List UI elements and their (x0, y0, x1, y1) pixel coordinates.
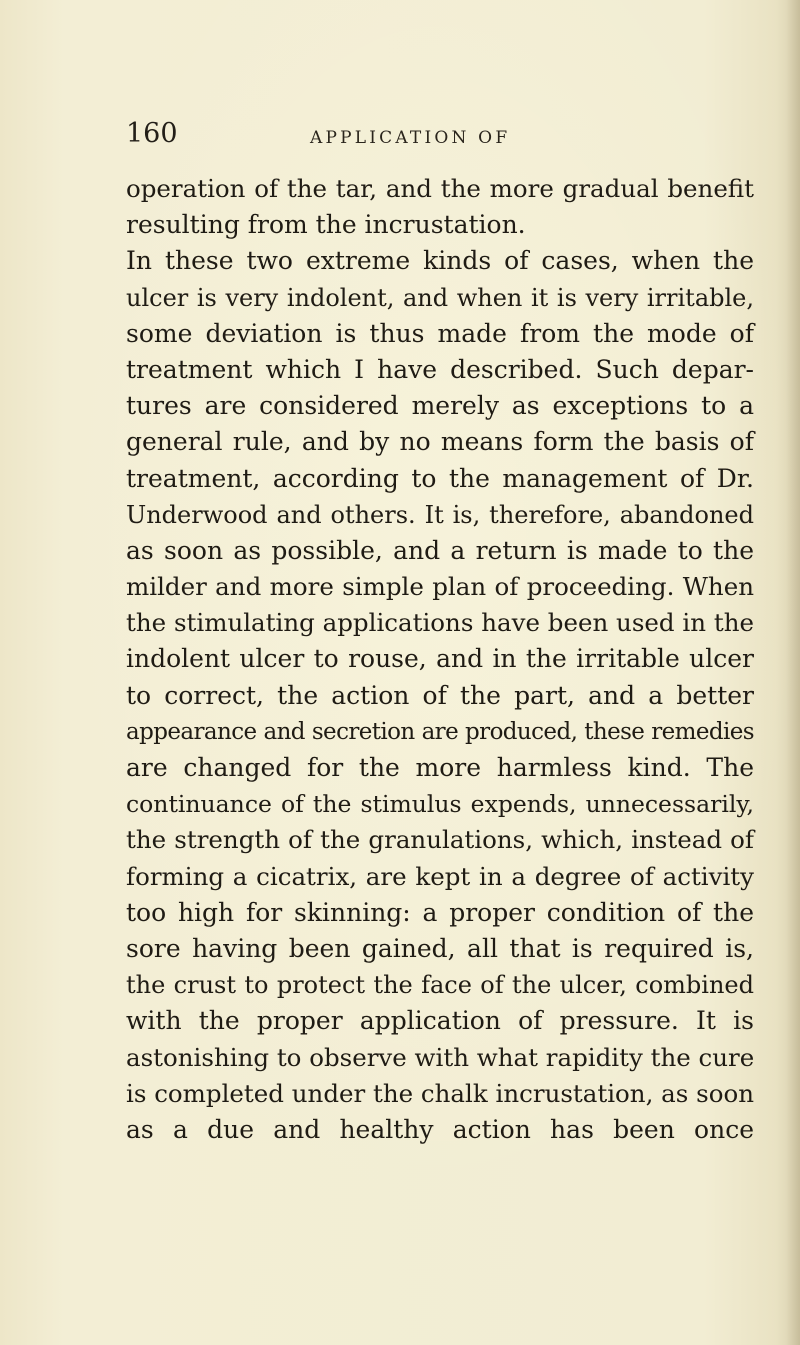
text-line: treatment which I have described. Such depar- (126, 354, 754, 384)
text-line: astonishing to observe with what rapidity the cure (126, 1042, 755, 1072)
text-line: appearance and secretion are produced, these remedies (126, 718, 754, 745)
text-line: Underwood and others. It is, therefore, abandoned (126, 500, 754, 529)
body-text (126, 171, 754, 1148)
text-line: In these two extreme kinds of cases, when the (126, 246, 754, 276)
text-line: with the proper application of pressure. It is (126, 1006, 754, 1036)
text-line: too high for skinning: a proper condition of the (126, 897, 754, 927)
text-line: the strength of the granulations, which, instead of (126, 825, 754, 855)
page-number: 160 (126, 118, 178, 149)
text-line: as a due and healthy action has been once (126, 1114, 754, 1144)
text-line: tures are considered merely as exceptions to a (126, 391, 754, 421)
text-line: some deviation is thus made from the mode of (126, 318, 754, 348)
text-line: resulting from the incrustation. (126, 210, 526, 240)
text-line: the crust to protect the face of the ulcer, combined (126, 971, 754, 1000)
text-line: indolent ulcer to rouse, and in the irritable ulcer (126, 644, 754, 674)
text-line: to correct, the action of the part, and a better (126, 680, 754, 710)
text-line: milder and more simple plan of proceeding. When (126, 572, 754, 602)
text-line: general rule, and by no means form the basis of (126, 427, 754, 457)
running-head: APPLICATION OF (310, 128, 511, 148)
page-edge-shadow (786, 0, 800, 1345)
text-line: operation of the tar, and the more gradual benefit (126, 174, 754, 203)
text-line: sore having been gained, all that is required is, (126, 933, 754, 963)
text-line: the stimulating applications have been used in the (126, 608, 754, 638)
text-line: ulcer is very indolent, and when it is very irritable, (126, 283, 754, 312)
text-line: forming a cicatrix, are kept in a degree of activity (126, 861, 754, 891)
text-line: as soon as possible, and a return is made to the (126, 535, 754, 565)
text-line: are changed for the more harmless kind. The (126, 753, 754, 782)
text-line: is completed under the chalk incrustation, as soon (126, 1078, 754, 1108)
text-line: treatment, according to the management of Dr. (126, 463, 754, 493)
text-line: continuance of the stimulus expends, unnecessarily, (126, 790, 754, 819)
